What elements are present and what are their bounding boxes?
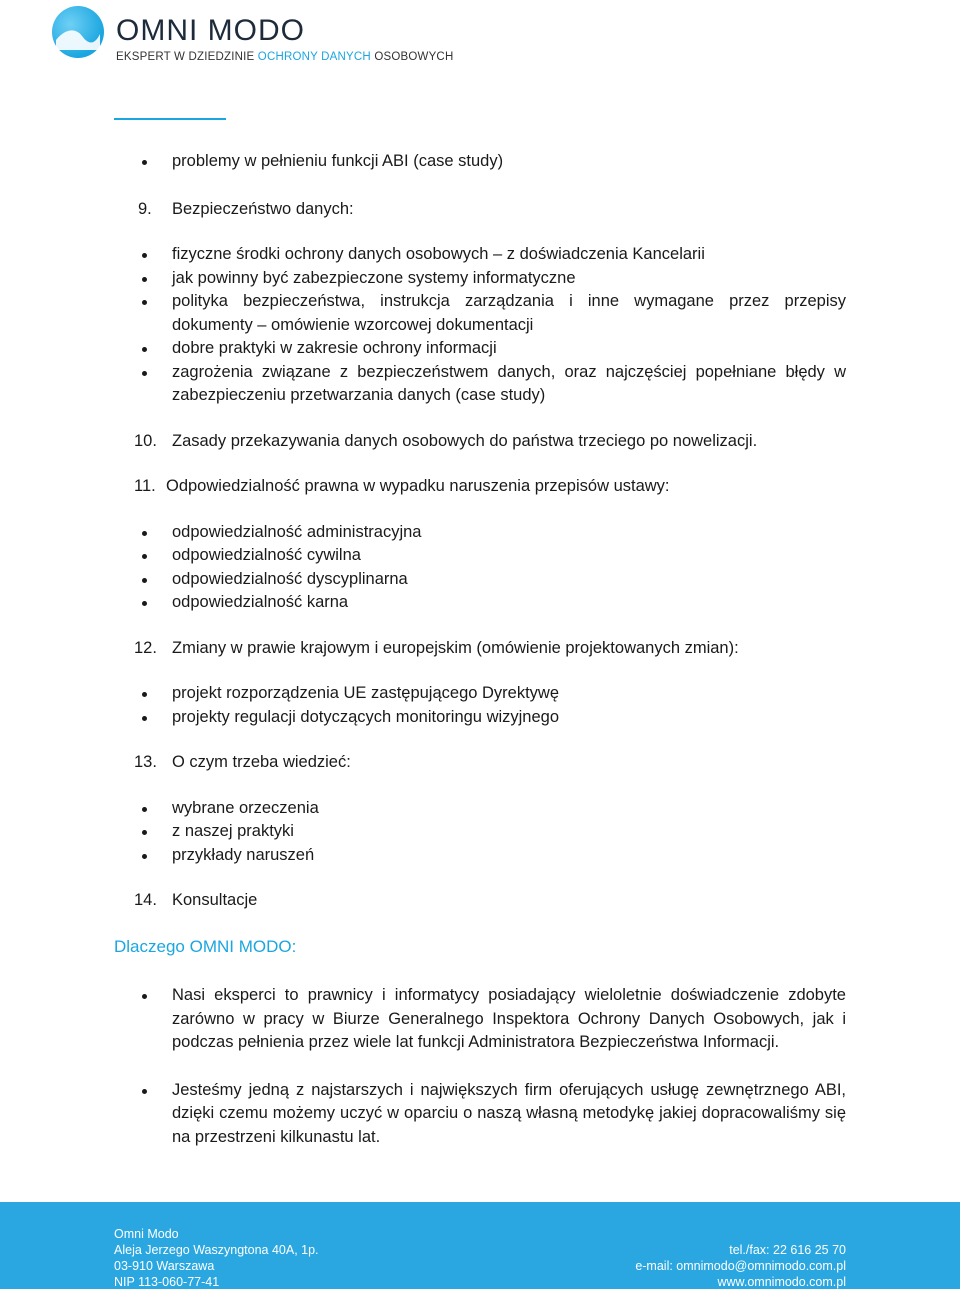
document-body <box>114 150 846 1149</box>
footer-address <box>114 1226 319 1290</box>
list-item: zagrożenia związane z bezpieczeństwem danych, oraz najczęściej popełniane błędy w zabezpieczeniu przetwarzania danych (case study) <box>114 361 846 408</box>
section-heading-9: 9. Bezpieczeństwo danych: <box>138 199 354 218</box>
footer-city: 03-910 Warszawa <box>114 1259 215 1273</box>
list-item: dobre praktyki w zakresie ochrony informacji <box>114 337 846 361</box>
list-item: problemy w pełnieniu funkcji ABI (case study) <box>114 150 846 174</box>
footer-nip: NIP 113-060-77-41 <box>114 1275 220 1289</box>
list-item: odpowiedzialność dyscyplinarna <box>114 568 846 592</box>
why-heading: Dlaczego OMNI MODO: <box>114 936 297 956</box>
bullet-list <box>114 243 846 408</box>
list-item: fizyczne środki ochrony danych osobowych – z doświadczenia Kancelarii <box>114 243 846 267</box>
footer-phone: tel./fax: 22 616 25 70 <box>729 1243 846 1257</box>
list-item: Nasi eksperci to prawnicy i informatycy posiadający wieloletnie doświadczenie zdobyte zarówno w pracy w Biurze Generalnego Inspektora Ochrony Danych Osobowych, jak i podczas pełnienia przez wiele lat funkcji Administratora Bezpieczeństwa Informacji. <box>114 984 846 1055</box>
list-item: projekt rozporządzenia UE zastępującego Dyrektywę <box>114 682 846 706</box>
footer <box>0 1202 960 1289</box>
bullet-list <box>114 984 846 1149</box>
footer-contact <box>635 1242 846 1290</box>
list-item: odpowiedzialność karna <box>114 591 846 615</box>
bullet-list <box>114 521 846 615</box>
section-heading-11: 11. Odpowiedzialność prawna w wypadku naruszenia przepisów ustawy: <box>134 477 670 495</box>
section-heading-14: 14. Konsultacje <box>134 891 258 909</box>
section-heading-12: 12. Zmiany w prawie krajowym i europejskim (omówienie projektowanych zmian): <box>134 638 739 657</box>
bullet-list <box>114 682 846 729</box>
list-item: projekty regulacji dotyczących monitoringu wizyjnego <box>114 706 846 730</box>
list-item: odpowiedzialność administracyjna <box>114 521 846 545</box>
section-heading-10: 10. Zasady przekazywania danych osobowych do państwa trzeciego po nowelizacji. <box>134 431 758 450</box>
list-item: wybrane orzeczenia <box>114 797 846 821</box>
list-item: przykłady naruszeń <box>114 844 846 868</box>
brand-name: OMNI MODO <box>116 14 305 47</box>
bullet-list <box>114 797 846 868</box>
brand-tagline: EKSPERT W DZIEDZINIE OCHRONY DANYCH OSOBOWYCH <box>116 51 454 63</box>
list-item: z naszej praktyki <box>114 820 846 844</box>
list-item: odpowiedzialność cywilna <box>114 544 846 568</box>
list-item: polityka bezpieczeństwa, instrukcja zarządzania i inne wymagane przez przepisy dokumenty – omówienie wzorcowej dokumentacji <box>114 290 846 337</box>
logo-wave-icon <box>56 24 100 50</box>
list-item: jak powinny być zabezpieczone systemy informatyczne <box>114 267 846 291</box>
list-item: Jesteśmy jedną z najstarszych i największych firm oferujących usługę zewnętrznego ABI, dzięki czemu możemy uczyć w oparciu o naszą własną metodykę jakiej dopracowaliśmy się na przestrzeni kilkunastu lat. <box>114 1079 846 1150</box>
footer-website[interactable]: www.omnimodo.com.pl <box>717 1275 846 1289</box>
footer-company: Omni Modo <box>114 1227 179 1241</box>
section-heading-13: 13. O czym trzeba wiedzieć: <box>134 753 351 771</box>
header <box>52 6 454 70</box>
footer-street: Aleja Jerzego Waszyngtona 40A, 1p. <box>114 1243 319 1257</box>
bullet-list <box>114 150 846 174</box>
footer-email[interactable]: e-mail: omnimodo@omnimodo.com.pl <box>635 1259 846 1273</box>
header-rule <box>114 118 226 120</box>
